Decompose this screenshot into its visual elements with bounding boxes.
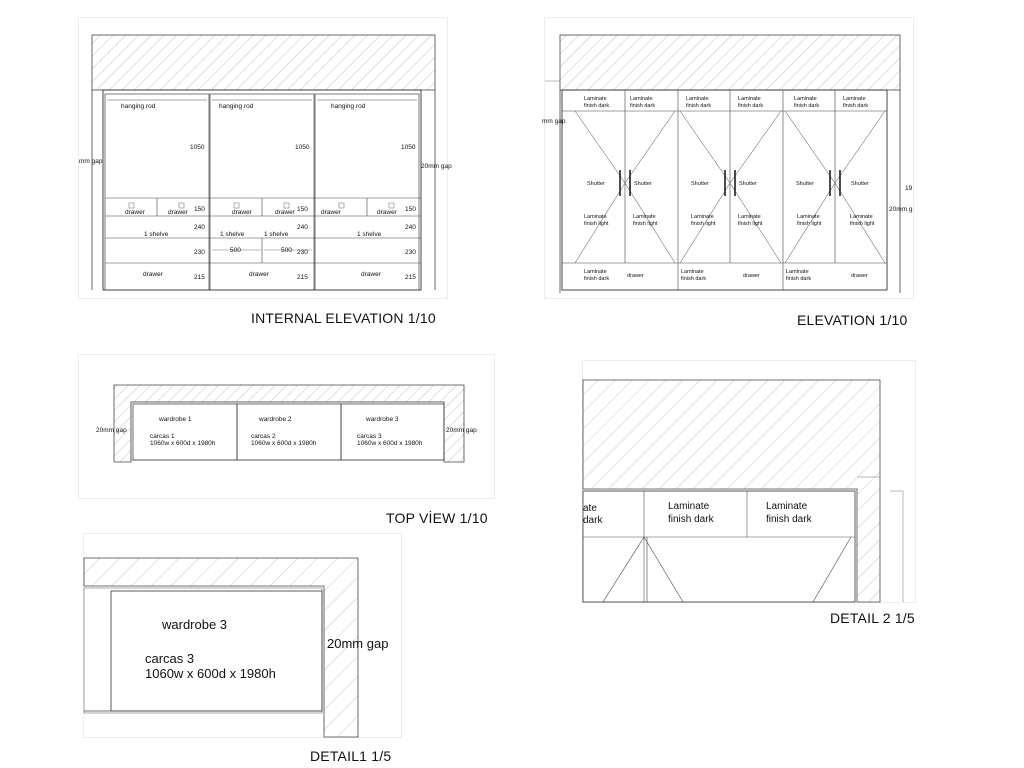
- top-lam-3b: finish dark: [686, 103, 712, 109]
- caption-detail2: DETAIL 2 1/5: [830, 610, 915, 626]
- shutter-1: Shutter: [587, 181, 605, 187]
- label-drawer-b: drawer: [168, 209, 188, 216]
- label-shelve-2: 1 shelve: [220, 231, 245, 238]
- detail2-drawing: [583, 361, 915, 602]
- mid-lam-6b: finish light: [850, 221, 875, 227]
- bot-lam-1a: Laminate: [584, 269, 607, 275]
- tv-carcas-1: carcas 1: [150, 433, 175, 440]
- top-lam-6b: finish dark: [843, 103, 869, 109]
- gap-right-label: 20mm g: [889, 206, 913, 213]
- dim-240-a: 240: [194, 224, 205, 231]
- label-drawer-a: drawer: [125, 209, 145, 216]
- d2-lam-a2: finish dark: [668, 514, 714, 525]
- mid-lam-2a: Laminate: [633, 214, 656, 220]
- tv-wardrobe-1: wardrobe 1: [159, 416, 192, 423]
- top-view-panel: [79, 355, 494, 498]
- dim-240-b: 240: [297, 224, 308, 231]
- shutter-2: Shutter: [634, 181, 652, 187]
- ceiling-hatch: [560, 35, 900, 90]
- label-shelve-3: 1 shelve: [264, 231, 289, 238]
- label-drawer-h: drawer: [249, 271, 269, 278]
- bot-lam-3a: Laminate: [786, 269, 809, 275]
- label-drawer-d: drawer: [275, 209, 295, 216]
- dim-right-label: 19: [905, 185, 913, 192]
- label-hanging-rod-1: hanging rod: [121, 103, 156, 110]
- tv-size-1: 1060w x 600d x 1980h: [150, 440, 216, 447]
- mid-lam-5a: Laminate: [797, 214, 820, 220]
- bot-drawer-2: drawer: [743, 273, 760, 279]
- top-lam-5b: finish dark: [794, 103, 820, 109]
- tv-carcas-2: carcas 2: [251, 433, 276, 440]
- d2-lam-b2: finish dark: [766, 514, 812, 525]
- d1-size: 1060w x 600d x 1980h: [145, 666, 276, 681]
- caption-elevation: ELEVATION 1/10: [797, 312, 908, 328]
- ceiling-hatch: [92, 35, 435, 90]
- dim-1050-b: 1050: [295, 144, 310, 151]
- dim-500-b: 500: [281, 247, 292, 254]
- d1-carcas: carcas 3: [145, 651, 195, 666]
- detail2-panel: [583, 361, 915, 602]
- bot-lam-1b: finish dark: [584, 276, 610, 282]
- internal-elevation-drawing: [79, 18, 452, 298]
- shutter-3: Shutter: [691, 181, 709, 187]
- top-lam-2a: Laminate: [630, 96, 653, 102]
- shutter-4: Shutter: [739, 181, 757, 187]
- mid-lam-4b: finish light: [738, 221, 763, 227]
- d2-partial-1: ate: [583, 503, 597, 514]
- label-hanging-rod-2: hanging rod: [219, 103, 254, 110]
- mid-lam-2b: finish light: [633, 221, 658, 227]
- top-lam-2b: finish dark: [630, 103, 656, 109]
- dim-230-a: 230: [194, 249, 205, 256]
- label-drawer-c: drawer: [232, 209, 252, 216]
- label-drawer-e: drawer: [321, 209, 341, 216]
- d1-wardrobe: wardrobe 3: [162, 617, 228, 632]
- dim-150-b: 150: [297, 206, 308, 213]
- dim-230-c: 230: [405, 249, 416, 256]
- tv-size-2: 1060w x 600d x 1980h: [251, 440, 317, 447]
- label-hanging-rod-3: hanging rod: [331, 103, 366, 110]
- dim-150-a: 150: [194, 206, 205, 213]
- d1-gap: 20mm gap: [327, 636, 389, 651]
- tv-size-3: 1060w x 600d x 1980h: [357, 440, 423, 447]
- bot-drawer-3: drawer: [851, 273, 868, 279]
- d2-lam-a1: Laminate: [668, 501, 710, 512]
- tv-gap-right: 20mm gap: [446, 427, 477, 434]
- wall-hatch: [114, 385, 464, 462]
- caption-top-view: TOP VİEW 1/10: [386, 510, 488, 526]
- detail1-drawing: [84, 534, 401, 737]
- label-shelve-4: 1 shelve: [357, 231, 382, 238]
- top-lam-5a: Laminate: [794, 96, 817, 102]
- internal-elevation-panel: [79, 18, 452, 298]
- bot-lam-2b: finish dark: [681, 276, 707, 282]
- mid-lam-4a: Laminate: [738, 214, 761, 220]
- elevation-drawing: [542, 18, 913, 298]
- elevation-panel: [542, 18, 913, 298]
- top-lam-3a: Laminate: [686, 96, 709, 102]
- mid-lam-3a: Laminate: [691, 214, 714, 220]
- label-drawer-g: drawer: [143, 271, 163, 278]
- shutter-5: Shutter: [796, 181, 814, 187]
- label-drawer-i: drawer: [361, 271, 381, 278]
- mid-lam-3b: finish light: [691, 221, 716, 227]
- gap-right-label: 20mm gap: [421, 163, 452, 170]
- caption-detail1: DETAIL1 1/5: [310, 748, 392, 764]
- label-shelve-1: 1 shelve: [144, 231, 169, 238]
- dim-215-b: 215: [297, 274, 308, 281]
- top-lam-1a: Laminate: [584, 96, 607, 102]
- dim-230-b: 230: [297, 249, 308, 256]
- mid-lam-1a: Laminate: [584, 214, 607, 220]
- tv-wardrobe-3: wardrobe 3: [366, 416, 399, 423]
- gap-left-label: mm gap: [79, 158, 103, 165]
- d2-lam-b1: Laminate: [766, 501, 808, 512]
- d2-partial-2: dark: [583, 515, 603, 526]
- mid-lam-6a: Laminate: [850, 214, 873, 220]
- mid-lam-5b: finish light: [797, 221, 822, 227]
- dim-1050-a: 1050: [190, 144, 205, 151]
- top-lam-4b: finish dark: [738, 103, 764, 109]
- dim-500-a: 500: [230, 247, 241, 254]
- label-drawer-f: drawer: [377, 209, 397, 216]
- top-lam-4a: Laminate: [738, 96, 761, 102]
- dim-215-c: 215: [405, 274, 416, 281]
- dim-1050-c: 1050: [401, 144, 416, 151]
- dim-240-c: 240: [405, 224, 416, 231]
- dim-150-c: 150: [405, 206, 416, 213]
- gap-left-label: mm gap: [542, 118, 566, 125]
- tv-carcas-3: carcas 3: [357, 433, 382, 440]
- dim-215-a: 215: [194, 274, 205, 281]
- bot-lam-3b: finish dark: [786, 276, 812, 282]
- shutter-6: Shutter: [851, 181, 869, 187]
- top-lam-1b: finish dark: [584, 103, 610, 109]
- mid-lam-1b: finish light: [584, 221, 609, 227]
- caption-internal-elevation: INTERNAL ELEVATION 1/10: [251, 310, 436, 326]
- detail1-panel: [84, 534, 401, 737]
- bot-drawer-1: drawer: [627, 273, 644, 279]
- tv-gap-left: 20mm gap: [96, 427, 127, 434]
- bot-lam-2a: Laminate: [681, 269, 704, 275]
- top-lam-6a: Laminate: [843, 96, 866, 102]
- tv-wardrobe-2: wardrobe 2: [259, 416, 292, 423]
- top-view-drawing: [79, 355, 494, 498]
